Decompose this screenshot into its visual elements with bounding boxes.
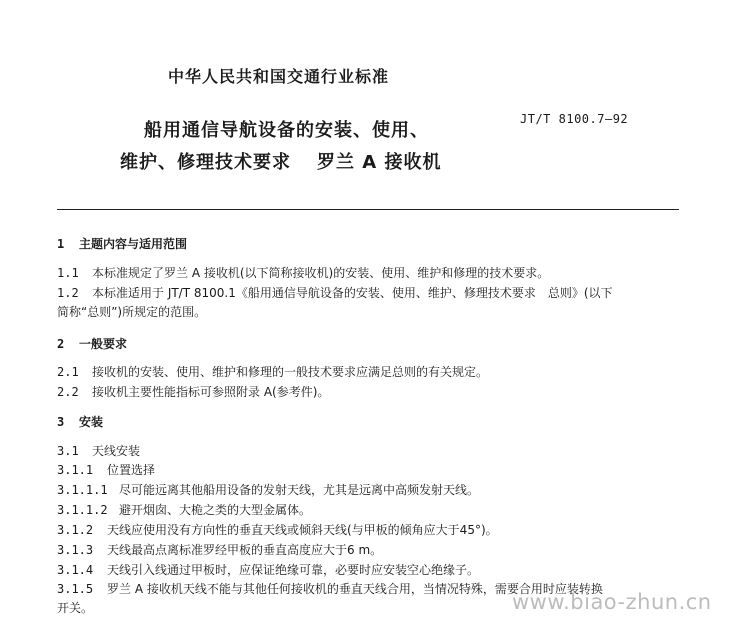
clause-number: 3.1.2 [57, 523, 94, 537]
section-2-heading [57, 336, 127, 352]
clause-1-2-continuation: 简称“总则”)所规定的范围。 [57, 305, 207, 319]
clause-text: 接收机主要性能指标可参照附录 A(参考件)。 [92, 385, 330, 399]
clause-text: 天线安装 [92, 444, 141, 458]
section-number: 1 [57, 237, 65, 251]
clause-3-1-1-1 [57, 482, 479, 498]
clause-3-1-3 [57, 542, 382, 558]
section-title: 一般要求 [79, 337, 128, 351]
issuing-organization: 中华人民共和国交通行业标准 [168, 67, 390, 86]
section-3-heading [57, 414, 103, 430]
clause-3-1-2 [57, 522, 498, 538]
clause-text: 天线引入线通过甲板时，应保证绝缘可靠，必要时应安装空心绝缘子。 [107, 563, 480, 577]
section-title: 主题内容与适用范围 [79, 237, 188, 251]
clause-3-1-5-continuation: 开关。 [57, 601, 94, 615]
clause-number: 2.2 [57, 385, 79, 399]
clause-number: 3.1.1 [57, 463, 94, 477]
clause-text: 接收机的安装、使用、维护和修理的一般技术要求应满足总则的有关规定。 [92, 365, 489, 379]
clause-number: 1.1 [57, 266, 79, 280]
section-number: 2 [57, 337, 65, 351]
clause-text: 避开烟囱、大桅之类的大型金属体。 [119, 503, 312, 517]
section-number: 3 [57, 415, 65, 429]
clause-text: 天线最高点离标准罗经甲板的垂直高度应大于6 m。 [107, 543, 383, 557]
section-1-heading [57, 236, 187, 252]
clause-text: 天线应使用没有方向性的垂直天线或倾斜天线(与甲板的倾角应大于45°)。 [107, 523, 498, 537]
site-watermark: www.biao-zhun.cn [512, 590, 712, 614]
clause-text: 位置选择 [107, 463, 156, 477]
clause-2-1 [57, 364, 488, 380]
clause-2-2 [57, 384, 329, 400]
document-title-line2 [120, 148, 441, 174]
clause-text: 尽可能远离其他船用设备的发射天线，尤其是远离中高频发射天线。 [119, 483, 480, 497]
clause-3-1-1-2 [57, 502, 311, 518]
clause-text: 罗兰 A 接收机天线不能与其他任何接收机的垂直天线合用，当情况特殊，需要合用时应装转换 [107, 582, 603, 596]
clause-3-1-4 [57, 562, 479, 578]
clause-3-1-1 [57, 462, 155, 478]
clause-1-2 [57, 285, 613, 301]
clause-number: 3.1.4 [57, 563, 94, 577]
document-title-line1: 船用通信导航设备的安装、使用、 [144, 120, 429, 141]
clause-number: 3.1.1.2 [57, 503, 108, 517]
clause-number: 3.1 [57, 444, 79, 458]
header-divider [57, 209, 679, 210]
clause-text: 本标准规定了罗兰 A 接收机(以下简称接收机)的安装、使用、维护和修理的技术要求。 [92, 266, 550, 280]
clause-3-1 [57, 443, 140, 459]
title-part-b: 罗兰 A 接收机 [317, 152, 442, 173]
clause-number: 3.1.3 [57, 543, 94, 557]
clause-number: 3.1.5 [57, 582, 94, 596]
clause-text: 本标准适用于 JT/T 8100.1《船用通信导航设备的安装、使用、维护、修理技术要求 总则》(以下 [92, 286, 613, 300]
clause-number: 1.2 [57, 286, 79, 300]
section-title: 安装 [79, 415, 104, 429]
clause-1-1 [57, 265, 549, 281]
title-part-a: 维护、修理技术要求 [120, 152, 291, 173]
standard-code: JT/T 8100.7—92 [520, 112, 629, 126]
clause-number: 2.1 [57, 365, 79, 379]
clause-number: 3.1.1.1 [57, 483, 108, 497]
